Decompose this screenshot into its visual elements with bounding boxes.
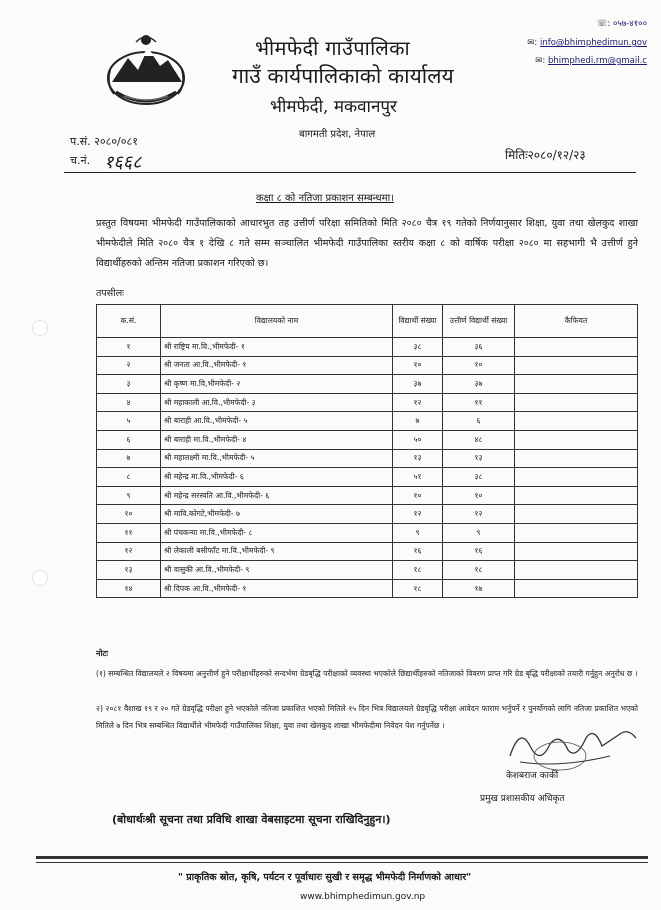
cell-serial: १२ [97,542,161,561]
cell-school: श्री महाकाली आ.वि.,भीमफेदी- ३ [161,393,393,412]
table-row [97,375,638,394]
cell-school: श्री राष्ट्रिय मा.वि.,भीमफेदी- १ [161,338,393,357]
signatory-name: केशबराज कार्की [506,771,559,781]
cell-school: श्री दिपक आ.वि.,भीमफेदी- १ [161,579,393,598]
office-location: भीमफेदी, मकवानपुर [270,97,397,117]
letter-date: मितिः२०८०/१२/२३ [505,148,586,162]
cell-school: श्री बाराही आ.वि.,भीमफेदी- ५ [161,412,393,431]
cell-students: १३ [393,449,443,468]
table-row [97,393,638,412]
cell-passed: १८ [443,561,515,580]
cell-students: १८ [393,579,443,598]
cell-passed: १० [443,356,515,375]
cell-serial: ४ [97,393,161,412]
cell-remarks [515,375,638,394]
table-header-row [97,305,638,338]
cell-school: श्री महेन्द्र मा.वि.,भीमफेदी- ६ [161,468,393,487]
cell-students: ३७ [393,375,443,394]
header-passed: उत्तीर्ण विद्यार्थी संख्या [443,305,515,338]
table-row [97,523,638,542]
cell-serial: १ [97,338,161,357]
province-label: बागमती प्रदेश, नेपाल [299,129,376,140]
punch-hole [32,570,48,586]
cell-students: १२ [393,393,443,412]
cell-remarks [515,393,638,412]
table-row [97,505,638,524]
cc-notice: (बोधार्थःश्री सूचना तथा प्रविधि शाखा वेबसाइटमा सूचना राखिदिनुहुन।) [112,813,391,826]
cell-passed: ९ [443,523,515,542]
cell-students: १२ [393,505,443,524]
email-icon: ✉ [527,38,535,48]
handwritten-signature [490,716,640,776]
cell-passed: १२ [443,505,515,524]
cell-passed: ३७ [443,375,515,394]
notes-title: नोटः [96,649,109,658]
footer-website[interactable]: www.bhimphedimun.gov.np [300,892,426,902]
footer-slogan: " प्राकृतिक स्रोत, कृषि, पर्यटन र पूर्वाधारः सुखी र समृद्ध भीमफेदी निर्माणको आधार" [178,872,472,883]
footer-rule-thick [36,856,648,859]
table-row [97,338,638,357]
header-serial: क.सं. [97,305,161,338]
cell-school: श्री पंचकन्या मा.वि.,भीमफेदी- ८ [161,523,393,542]
cell-passed: १३ [443,449,515,468]
cell-students: ३८ [393,338,443,357]
table-row [97,579,638,598]
cell-remarks [515,542,638,561]
cell-serial: १३ [97,561,161,580]
table-row [97,542,638,561]
letter-number: प.सं. २०८०/०८१ [70,135,138,148]
cell-students: ९ [393,523,443,542]
details-label: तपसीलः [96,288,125,299]
cell-serial: ९ [97,486,161,505]
header-remarks: कैफियत [515,305,638,338]
cell-serial: ३ [97,375,161,394]
cell-school: श्री जनता आ.वि.,भीमफेदी- १ [161,356,393,375]
office-subtitle: गाउँ कार्यपालिकाको कार्यालय [232,64,454,88]
table-row [97,412,638,431]
cell-serial: ५ [97,412,161,431]
cell-school: श्री महेन्द्र सरस्वति आ.वि.,भीमफेदी- ६ [161,486,393,505]
cell-serial: २ [97,356,161,375]
note-item: (१) सम्बन्धित विद्यालयले २ विषयमा अनुत्तीर्ण हुने परीक्षार्थीहरुको सन्दर्भमा ग्रेडबृद्धि परीक्षाको व्यवस्था भएकोले छिद्यार्थीहरुको नतिजाको विवरण प्राप्त गरि ग्रेड बृद्धि परीक्षाको तयारी गर्नुहुन अनुरोध छ । [96,669,638,678]
cell-school: श्री लेकाली बसीफाँट मा.वि.,भीमफेदी- ९ [161,542,393,561]
dispatch-label: च.नं. [70,154,91,167]
cell-students: ५१ [393,468,443,487]
cell-remarks [515,523,638,542]
cell-school: श्री महालक्ष्मी मा.वि.,भीमफेदी- ५ [161,449,393,468]
table-row [97,449,638,468]
cell-serial: ८ [97,468,161,487]
letter-subject: कक्षा ८ को नतिजा प्रकाशन सम्बन्धमा। [256,193,394,204]
phone-number: ☏: ०५७-४१०० [596,19,647,29]
table-row [97,430,638,449]
cell-remarks [515,412,638,431]
cell-school: श्री मावि.कोगटे,भीमफेदी- ७ [161,505,393,524]
cell-students: १६ [393,542,443,561]
note-item: २) २०८१ वैशाख १९ र २० गते ग्रेडवृद्धि परीक्षा हुने भएकोले नतिजा प्रकाशित भएको मितिले १५ दिन भित्र विद्यालयले ग्रेडवृद्धि परीक्षा आवेदन फाराम भर्नुपर्ने र पुनर्योगको लागि नतिजा प्रकाशित भएको मितिले ७ दिन भित्र सम्बन्धित विद्यार्थीले भीमफेदी गाउँपालिका शिक्षा, युवा तथा खेलकुद शाखा भीमफेदीमा निवेदन पेश गर्नुपर्नेछ । [96,704,638,730]
cell-remarks [515,505,638,524]
cell-passed: ४८ [443,430,515,449]
cell-passed: ६ [443,412,515,431]
cell-serial: ७ [97,449,161,468]
results-table [96,304,638,598]
cell-school: श्री कृष्ण मा.वि,भीमफेदी- २ [161,375,393,394]
cell-serial: ११ [97,523,161,542]
cell-remarks [515,338,638,357]
table-row [97,486,638,505]
cell-remarks [515,468,638,487]
cell-students: १० [393,486,443,505]
table-row [97,468,638,487]
cell-students: १८ [393,561,443,580]
cell-serial: १४ [97,579,161,598]
cell-passed: ३६ [443,338,515,357]
cell-passed: १६ [443,542,515,561]
footer-rule-thin [36,862,648,863]
cell-remarks [515,579,638,598]
government-emblem-logo [96,30,196,108]
cell-remarks [515,449,638,468]
cell-passed: ३८ [443,468,515,487]
cell-students: ७ [393,412,443,431]
cell-remarks [515,356,638,375]
cell-passed: १० [443,486,515,505]
email-secondary[interactable]: ✉: bhimphedi.rm@gmail.c [535,56,647,66]
dispatch-number: १६६८ [104,152,142,173]
cell-remarks [515,561,638,580]
table-row [97,561,638,580]
cell-school: श्री बाराही मा.वि.,भीमफेदी- ४ [161,430,393,449]
cell-students: १० [393,356,443,375]
signatory-title: प्रमुख प्रशासकीय अधिकृत [480,794,565,804]
phone-icon: ☏ [596,19,608,29]
header-school: विद्यालयको नाम [161,305,393,338]
cell-passed: ११ [443,393,515,412]
email-icon: ✉ [535,56,543,66]
cell-remarks [515,430,638,449]
header-students: विद्यार्थी संख्या [393,305,443,338]
cell-students: ५० [393,430,443,449]
office-name: भीमफेदी गाउँपालिका [255,36,410,60]
cell-passed: १७ [443,579,515,598]
cell-school: श्री वासुकी आ.वि.,भीमफेदी- ९ [161,561,393,580]
table-row [97,356,638,375]
cell-serial: १० [97,505,161,524]
letter-body: प्रस्तुत विषयमा भीमफेदी गाउँपालिकाको आधारभुत तह उत्तीर्ण परिक्षा समितिको मिति २०८० चैत्र १९ गतेको निर्णयानुसार शिक्षा, युवा तथा खेलकुद शाखा भीमफेदीले मिति २०८० चैत्र १ देखि ८ गते सम्म सञ्चालित भीमफेदी गाउँपालिका स्तरीय कक्षा ८ को वार्षिक परीक्षा २०८० मा सहभागी भै उत्तीर्ण हुने विद्यार्थीहरुको अन्तिम नतिजा प्रकाशन गरिएको छ। [96,218,638,269]
cell-serial: ६ [97,430,161,449]
email-primary[interactable]: ✉: info@bhimphedimun.gov [527,38,647,48]
header-divider [64,172,636,173]
punch-hole [32,320,48,336]
cell-remarks [515,486,638,505]
